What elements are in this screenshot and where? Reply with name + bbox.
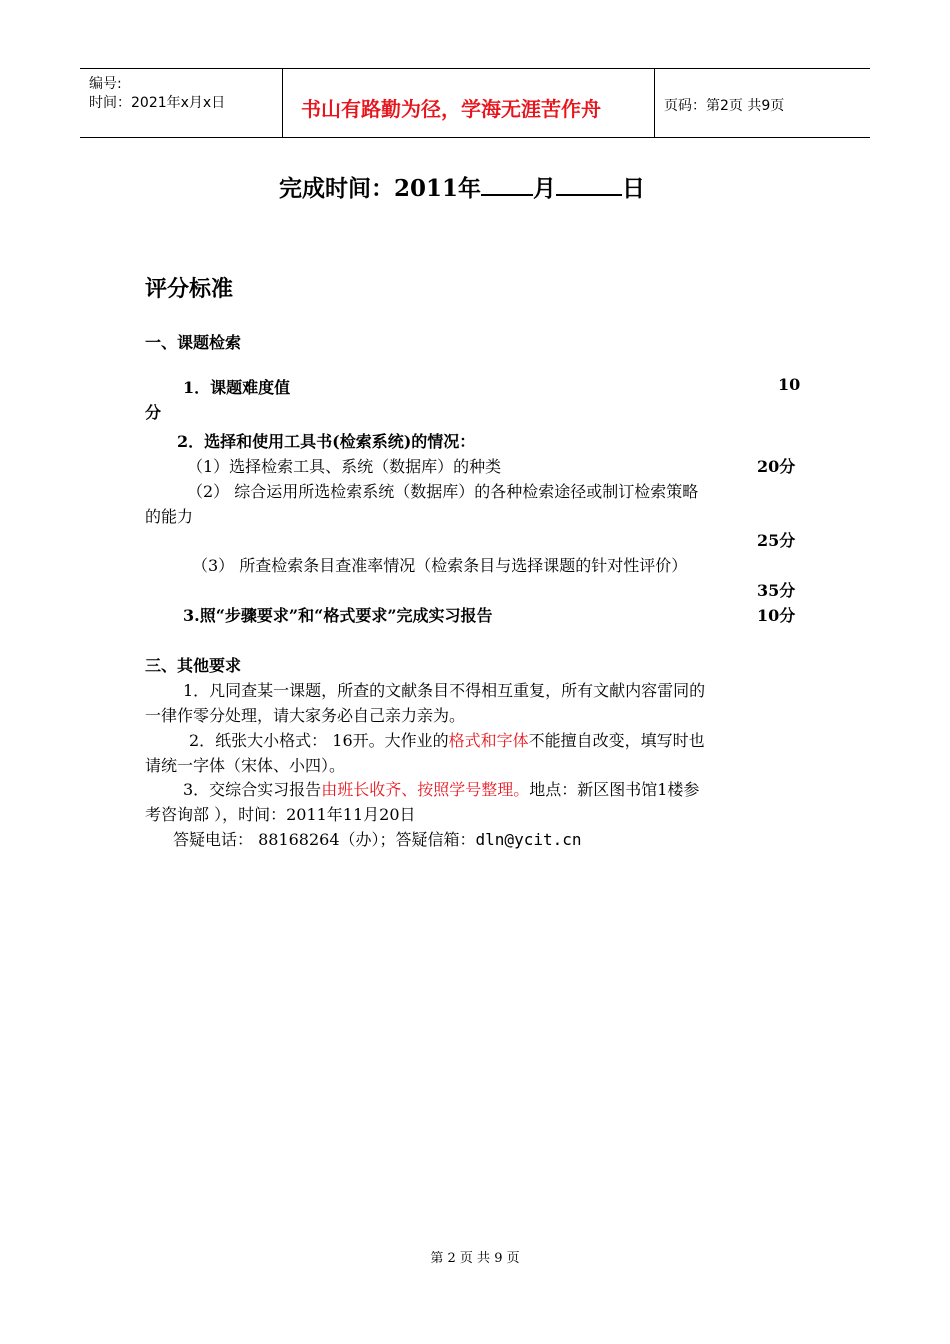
req2-highlight: 格式和字体 [448,731,529,750]
contact-email: dln@ycit.cn [475,830,582,849]
criteria-title: 评分标准 [145,277,234,302]
sub3-label: （3） 所查检索条目查准率情况（检索条目与选择课题的针对性评价） [192,556,688,575]
contact-prefix: 答疑电话： 88168264（办）；答疑信箱： [173,830,476,849]
item1-score-num: 10 [778,375,801,394]
section3-heading: 三、其他要求 [145,656,242,675]
item1-label: 1．课题难度值 [183,378,291,397]
req1-line1: 1．凡同查某一课题，所查的文献条目不得相互重复，所有文献内容雷同的 [183,681,706,700]
req2-text-b: 不能擅自改变，填写时也 [528,731,705,750]
req3-highlight: 由班长收齐、按照学号整理。 [321,780,530,799]
sub3-score: 35分 [757,581,796,600]
header-left-cell [80,69,283,137]
contact-line [173,827,582,850]
page-footer: 第 2 页 共 9 页 [430,1251,520,1266]
req3-line1 [183,777,699,800]
code-label: 编号: [89,76,122,92]
completion-day: 日 [622,175,646,202]
req2-line2: 请统一字体（宋体、小四）。 [145,756,346,775]
req3-text-a: 3．交综合实习报告 [183,780,322,799]
day-blank [556,172,622,196]
item2-label: 2．选择和使用工具书(检索系统)的情况： [177,432,476,451]
item3-score: 10分 [757,606,796,625]
req3-line2: 考咨询部 ），时间：2011年11月20日 [145,805,416,824]
sub1-score: 20分 [757,457,796,476]
sub2-line2: 的能力 [145,507,194,526]
req2-line1 [189,728,705,751]
completion-time [279,170,645,203]
req1-line2: 一律作零分处理，请大家务必自己亲力亲为。 [145,706,466,725]
motto: 书山有路勤为径，学海无涯苦作舟 [301,97,601,121]
completion-month: 月 [533,175,557,202]
item3-label: 3.照“步骤要求”和“格式要求”完成实习报告 [183,606,493,625]
req2-text-a: 2．纸张大小格式： 16开。大作业的 [189,731,449,750]
req3-text-b: 地点：新区图书馆1楼参 [529,780,700,799]
section1-heading: 一、课题检索 [145,333,242,352]
time-label: 时间：2021年x月x日 [89,95,226,111]
month-blank [481,172,533,196]
sub2-score: 25分 [757,531,796,550]
sub2-line1: （2） 综合运用所选检索系统（数据库）的各种检索途径或制订检索策略 [187,482,699,501]
page-header [80,68,870,138]
header-motto-cell [283,69,655,137]
sub1-label: （1）选择检索工具、系统（数据库）的种类 [187,457,502,476]
page-code: 页码：第2页 共9页 [664,98,785,114]
header-right-cell [655,69,870,137]
item1-score-unit: 分 [145,403,162,422]
completion-prefix: 完成时间：2011年 [279,175,482,202]
